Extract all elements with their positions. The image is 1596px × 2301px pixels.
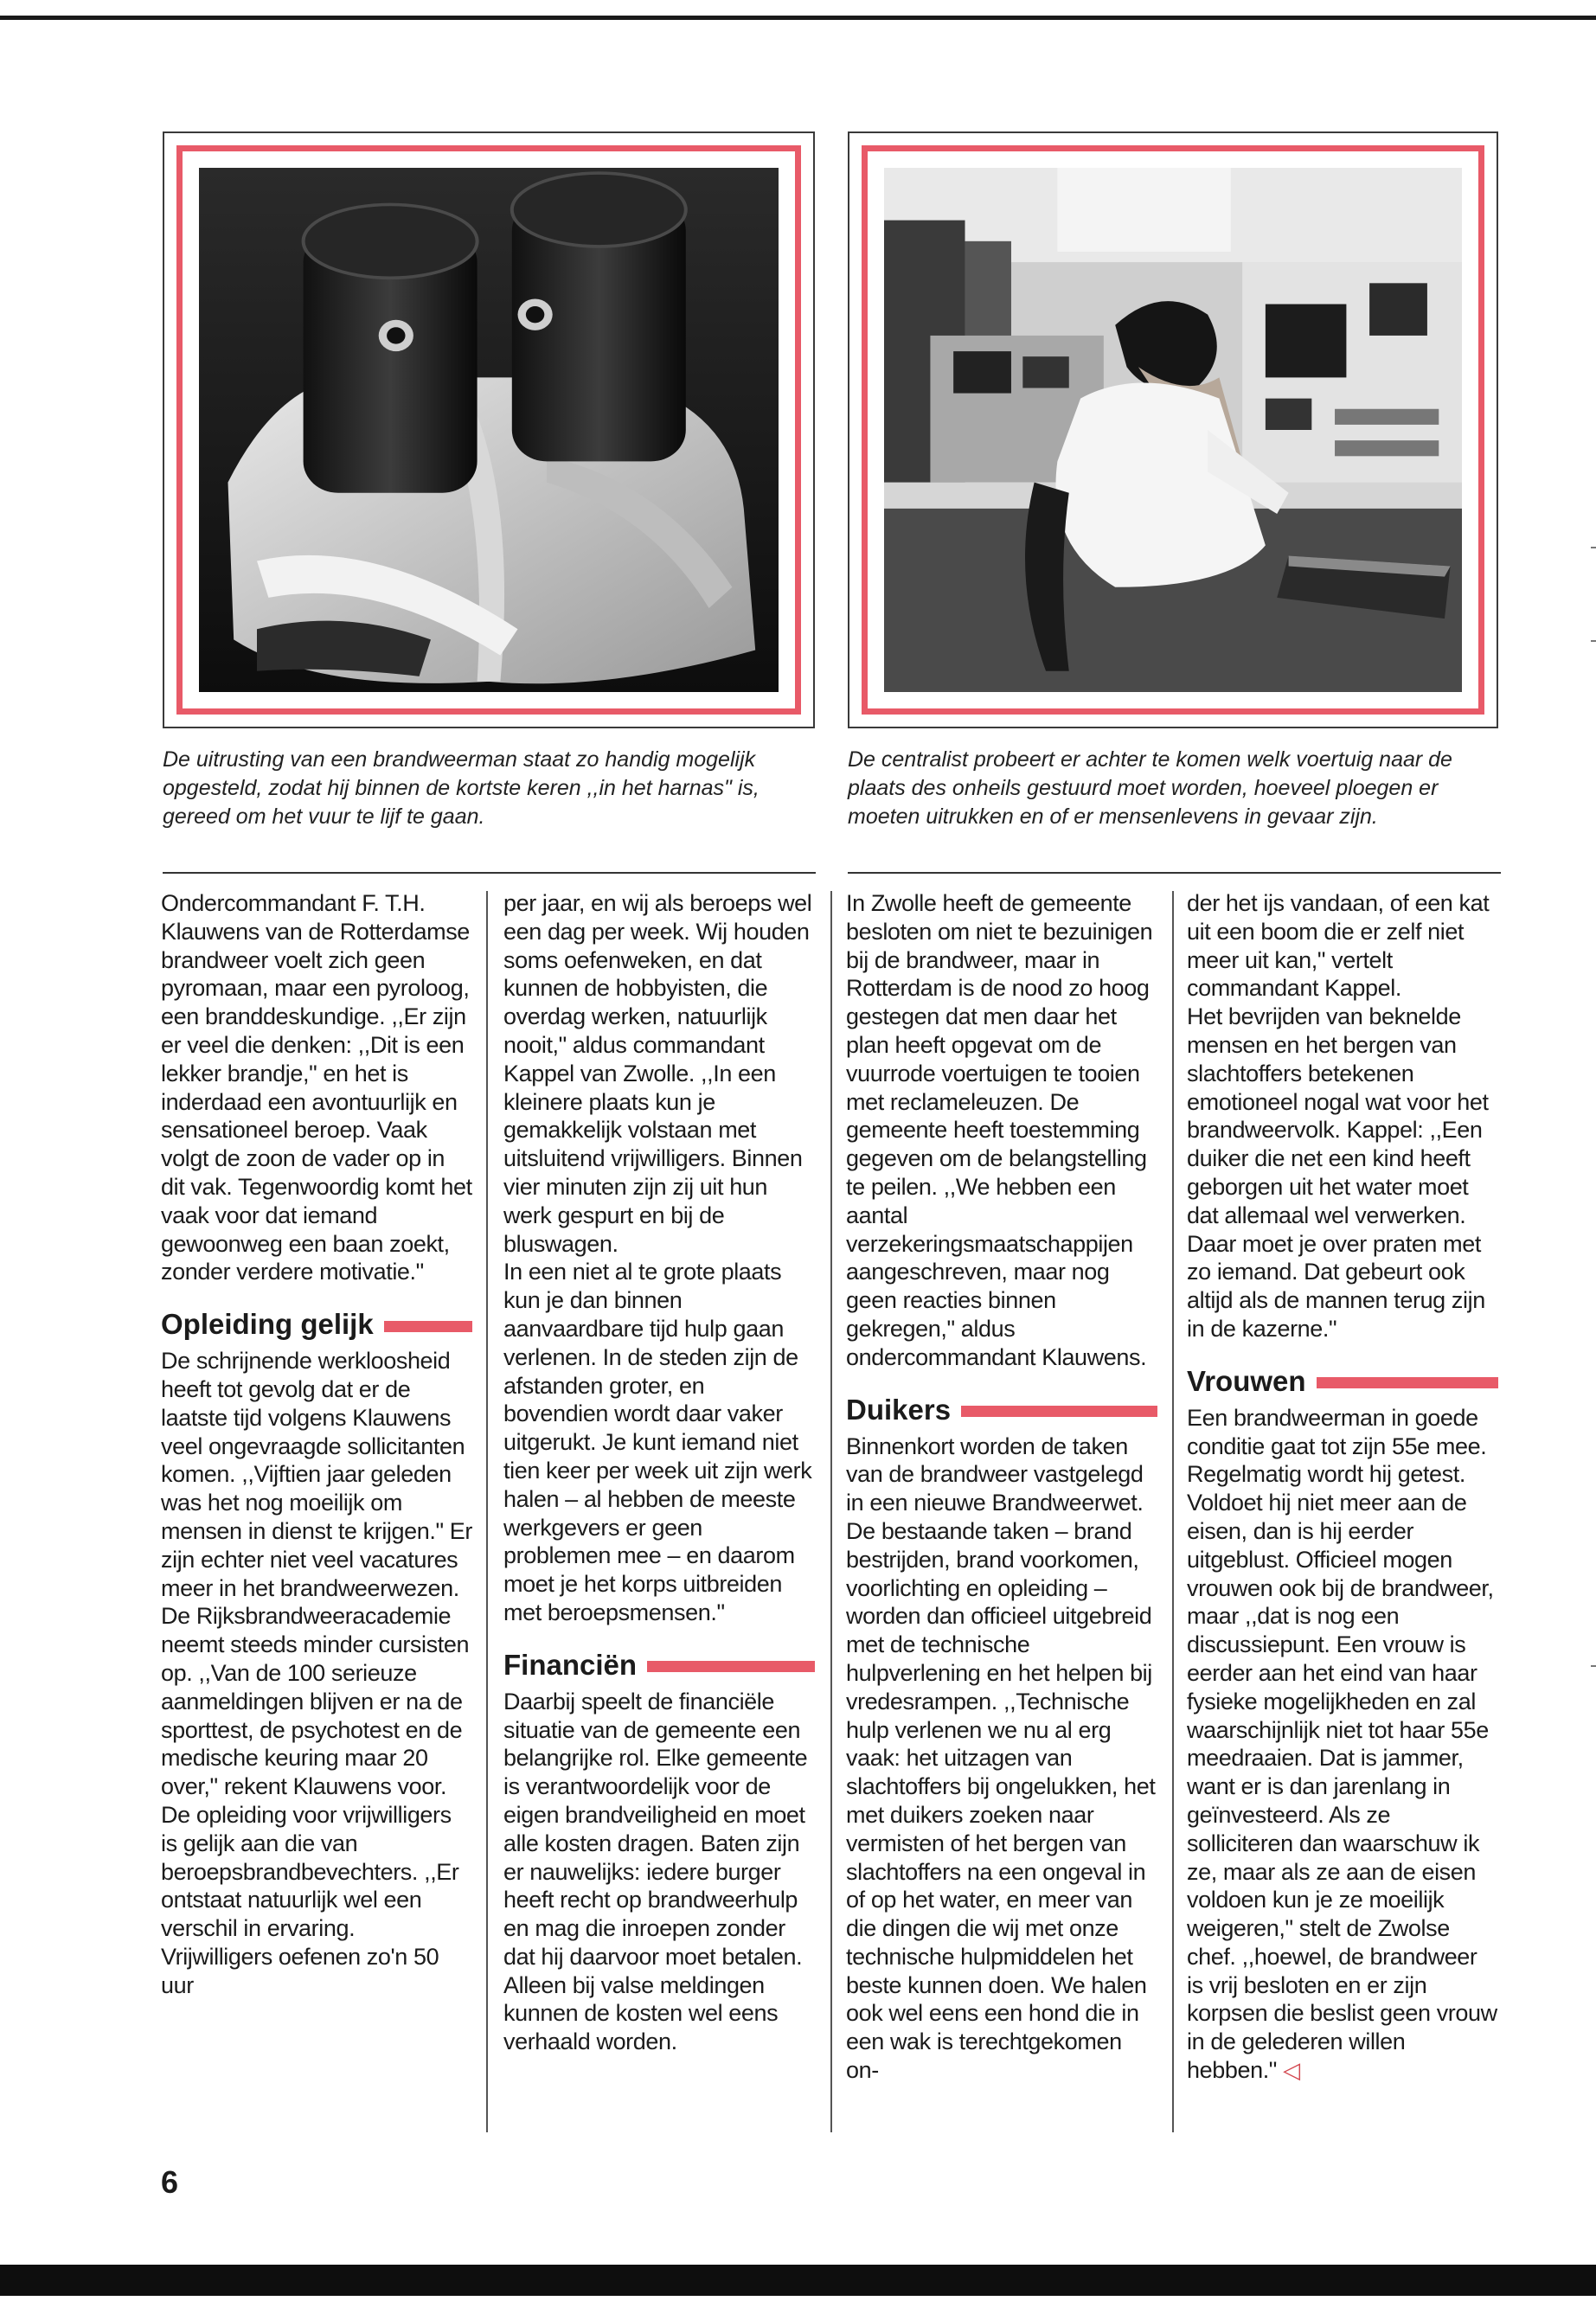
heading-accent-bar xyxy=(1317,1377,1498,1388)
photo-firefighter-gear xyxy=(199,168,779,692)
caption-right: De centralist probeert er achter te komen welk voertuig naar de plaats des onheils gestuurd moet worden, hoeveel ploegen er moeten uitrukken en of er mensenlevens in gevaar zijn. xyxy=(848,747,1452,829)
heading-accent-bar xyxy=(961,1406,1157,1417)
caption-rule-right xyxy=(848,872,1501,874)
scan-artifact xyxy=(1591,1665,1596,1667)
column-rule xyxy=(486,891,488,2132)
paragraph: Binnenkort worden de taken van de brandweer vastgelegd in een nieuwe Brandweerwet. De bestaande taken – brand bestrijden, brand voorkomen, voorlichting en opleiding – worden dan officieel uitgebreid met de technische hulpverlening en het helpen bij vredesrampen. ,,Technische hulp verlenen we nu al erg vaak: het uitzagen van slachtoffers bij ongelukken, het met duikers zoeken naar vermisten of het bergen van slachtoffers na een ongeval in of op het water, en meer van die dingen die wij met onze technische hulpmiddelen het beste kunnen doen. We halen ook wel eens een hond die in een wak is terechtgekomen on- xyxy=(846,1433,1156,2084)
caption-rule-left xyxy=(163,872,816,874)
photo-frame-left xyxy=(163,131,815,728)
paragraph: Daarbij speelt de financiële situatie van de gemeente een belangrijke rol. Elke gemeente is verantwoordelijk voor de eigen brandveiligheid en moet alle kosten dragen. Baten zijn er nauwelijks: iedere burger heeft recht op brandweerhulp en mag die inroepen zonder dat hij daarvoor moet betalen. Alleen bij valse meldingen kunnen de kosten wel eens verhaald worden. xyxy=(503,1688,808,2055)
article-column-1 xyxy=(161,889,472,1999)
heading-text: Vrouwen xyxy=(1187,1364,1306,1397)
bottom-rule xyxy=(0,2265,1596,2296)
scan-artifact xyxy=(1591,547,1596,548)
paragraph-text: Een brandweerman in goede conditie gaat tot zijn 55e mee. Regelmatig wordt hij getest. Voldoet hij niet meer aan de eisen, dan is hij eerder uitgeblust. Officieel mogen vrouwen ook bij de brandweer, maar ,,dat is nog een discussiepunt. Een vrouw is eerder aan het eind van haar fysieke mogelijkheden en zal waarschijnlijk niet tot haar 55e meedraaien. Dat is jammer, want er is dan jarenlang in geïnvesteerd. Als ze solliciteren dan waarschuw ik ze, maar als ze aan de eisen voldoen kun je ze moeilijk weigeren," stelt de Zwolse chef. ,,hoewel, de brandweer is vrij besloten en er zijn korpsen die beslist geen vrouw in de gelederen willen hebben." xyxy=(1187,1404,1497,2084)
heading-text: Duikers xyxy=(846,1393,952,1426)
photo-dispatcher-console xyxy=(884,168,1462,692)
column-rule xyxy=(830,891,832,2132)
article-column-3 xyxy=(846,889,1157,2085)
section-heading-duikers xyxy=(846,1393,1157,1427)
article-column-2 xyxy=(503,889,815,2056)
heading-text: Financiën xyxy=(503,1648,638,1681)
heading-accent-bar xyxy=(647,1661,815,1672)
paragraph: per jaar, en wij als beroeps wel een dag per week. Wij houden soms oefenweken, en dat kunnen de hobbyisten, die overdag werken, natuurlijk nooit," aldus commandant Kappel van Zwolle. ,,In een kleinere plaats kun je gemakkelijk volstaan met uitsluitend vrijwilligers. Binnen vier minuten zijn zij uit hun werk gespurt en bij de bluswagen. xyxy=(503,890,812,1257)
paragraph: In een niet al te grote plaats kun je dan binnen aanvaardbare tijd hulp gaan verlenen. In de steden zijn de afstanden groter, en bovendien wordt daar vaker uitgerukt. Je kunt iemand niet tien keer per week uit zijn werk halen – al hebben de meeste werkgevers er geen problemen mee – en daarom moet je het korps uitbreiden met beroepsmensen." xyxy=(503,1259,812,1625)
section-heading-opleiding xyxy=(161,1307,472,1342)
scan-artifact xyxy=(1591,640,1596,642)
article-column-4 xyxy=(1187,889,1498,2085)
section-heading-financien xyxy=(503,1648,815,1682)
end-of-article-icon: ◁ xyxy=(1283,2057,1300,2084)
paragraph: In Zwolle heeft de gemeente besloten om niet te bezuinigen bij de brandweer, maar in Rotterdam is de nood zo hoog gestegen dat men daar het plan heeft opgevat om de vuurrode voertuigen te tooien met reclameleuzen. De gemeente heeft toestemming gegeven om de belangstelling te peilen. ,,We hebben een aantal verzekeringsmaatschappijen aangeschreven, maar nog geen reacties binnen gekregen," aldus ondercommandant Klauwens. xyxy=(846,890,1153,1370)
caption-left: De uitrusting van een brandweerman staat zo handig mogelijk opgesteld, zodat hij binnen de kortste keren ,,in het harnas" is, gereed om het vuur te lijf te gaan. xyxy=(163,747,760,829)
section-heading-vrouwen xyxy=(1187,1364,1498,1399)
paragraph xyxy=(1187,1404,1498,2085)
page-number: 6 xyxy=(161,2164,179,2200)
heading-text: Opleiding gelijk xyxy=(161,1308,374,1341)
top-rule xyxy=(0,16,1596,20)
heading-accent-bar xyxy=(384,1321,472,1332)
paragraph: De schrijnende werkloosheid heeft tot gevolg dat er de laatste tijd volgens Klauwens veel ongevraagde sollicitanten komen. ,,Vijftien jaar geleden was het nog moeilijk om mensen in dienst te krijgen." Er zijn echter niet veel vacatures meer in het brandweerwezen. De Rijksbrandweeracademie neemt steeds minder cursisten op. ,,Van de 100 serieuze aanmeldingen blijven er na de sporttest, de psychotest en de medische keuring maar 20 over," rekent Klauwens voor. xyxy=(161,1348,472,1800)
paragraph: De opleiding voor vrijwilligers is gelijk aan die van beroepsbrandbevechters. ,,Er ontstaat natuurlijk wel een verschil in ervaring. Vrijwilligers oefenen zo'n 50 uur xyxy=(161,1801,459,1998)
column-rule xyxy=(1172,891,1174,2132)
paragraph: der het ijs vandaan, of een kat uit een boom die er zelf niet meer uit kan," vertelt commandant Kappel. xyxy=(1187,890,1490,1002)
paragraph-intro: Ondercommandant F. T.H. Klauwens van de Rotterdamse brandweer voelt zich geen pyromaan, maar een pyroloog, een branddeskundige. ,,Er zijn er veel die denken: ,,Dit is een lekker brandje," en het is inderdaad een avontuurlijk en sensationeel beroep. Vaak volgt de zoon de vader op in dit vak. Tegenwoordig komt het vaak voor dat iemand gewoonweg een baan zoekt, zonder verdere motivatie." xyxy=(161,890,472,1285)
photo-frame-right xyxy=(848,131,1498,728)
paragraph: Het bevrijden van beknelde mensen en het bergen van slachtoffers betekenen emotioneel nogal wat voor het brandweervolk. Kappel: ,,Een duiker die net een kind heeft geborgen uit het water moet dat allemaal wel verwerken. Daar moet je over praten met zo iemand. Dat gebeurt ook altijd als de mannen terug zijn in de kazerne." xyxy=(1187,1003,1489,1342)
